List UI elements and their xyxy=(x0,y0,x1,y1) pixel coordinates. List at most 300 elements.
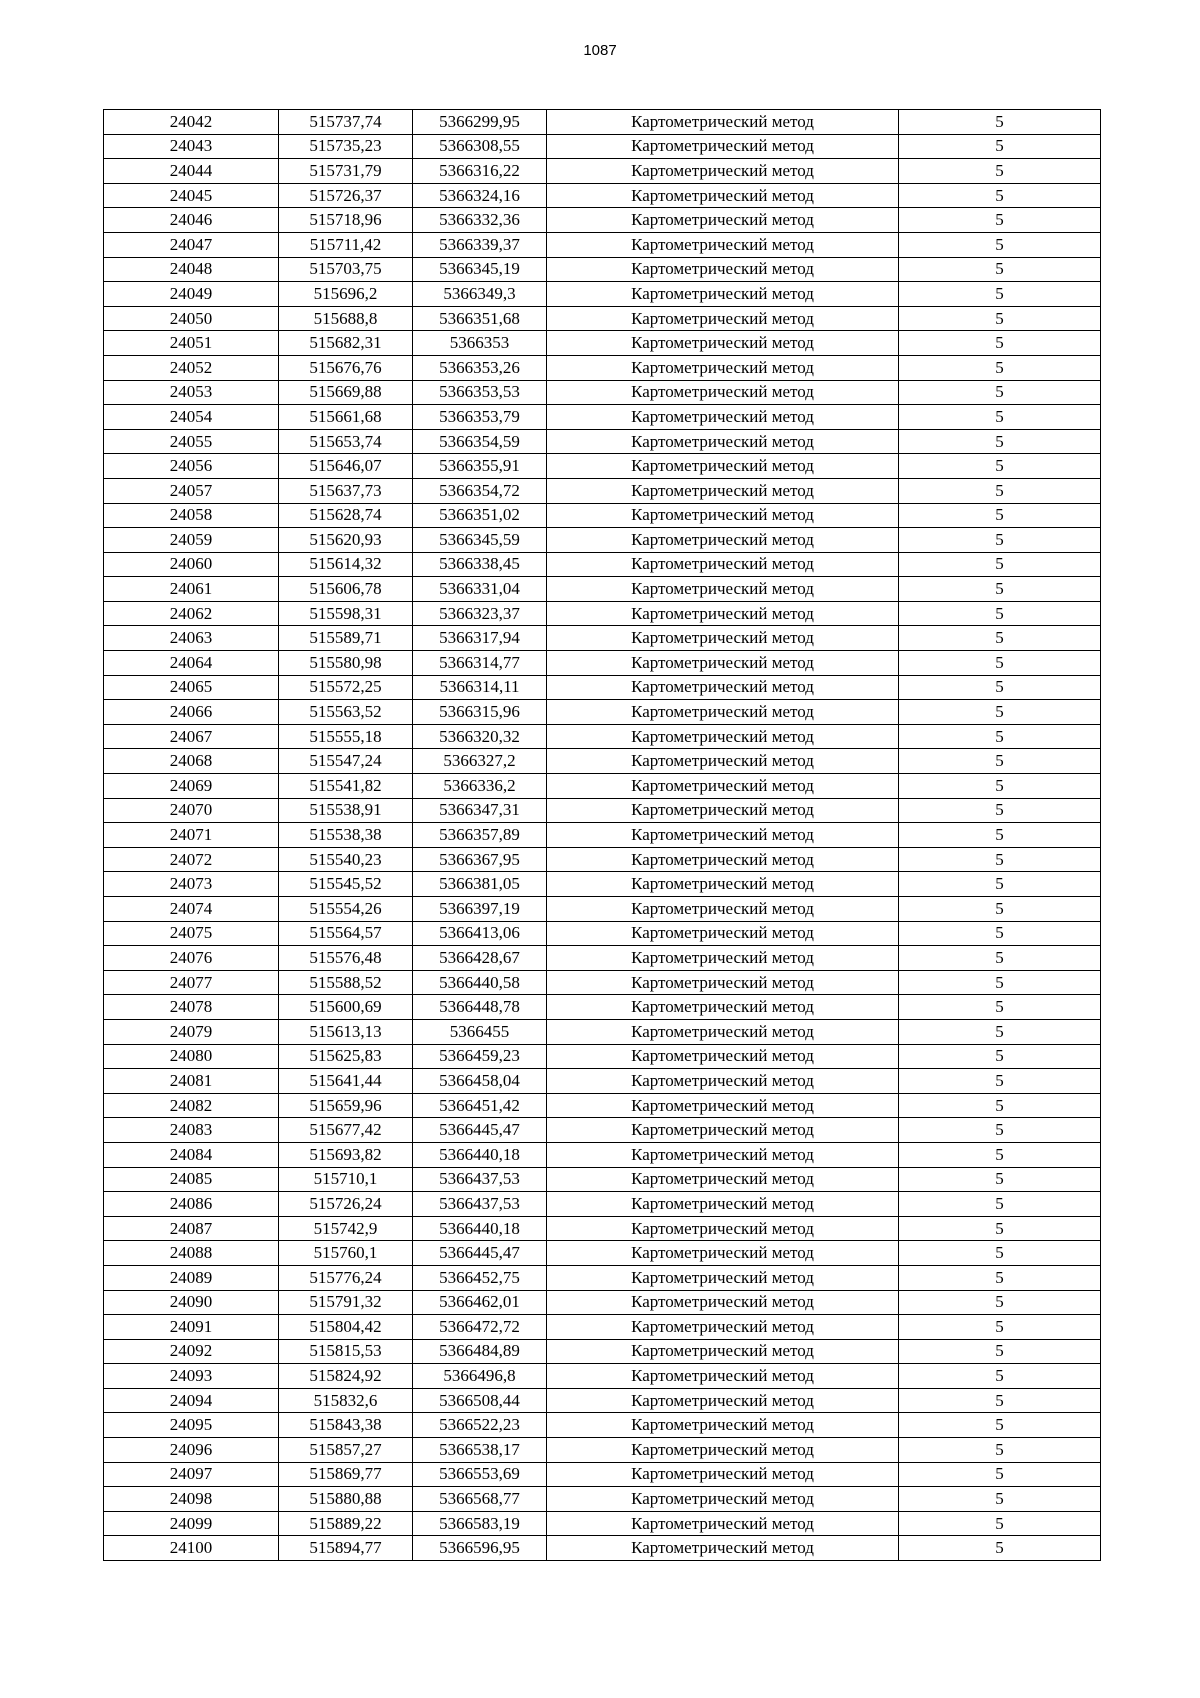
y-coordinate-cell: 5366314,77 xyxy=(413,651,547,676)
accuracy-cell: 5 xyxy=(899,1142,1101,1167)
method-cell: Картометрический метод xyxy=(547,921,899,946)
table-row xyxy=(104,1167,1101,1192)
x-coordinate-cell: 515641,44 xyxy=(279,1069,413,1094)
table-row xyxy=(104,454,1101,479)
point-number-cell: 24099 xyxy=(104,1511,279,1536)
y-coordinate-cell: 5366351,02 xyxy=(413,503,547,528)
point-number-cell: 24060 xyxy=(104,552,279,577)
x-coordinate-cell: 515676,76 xyxy=(279,355,413,380)
x-coordinate-cell: 515791,32 xyxy=(279,1290,413,1315)
method-cell: Картометрический метод xyxy=(547,331,899,356)
accuracy-cell: 5 xyxy=(899,405,1101,430)
point-number-cell: 24063 xyxy=(104,626,279,651)
table-row xyxy=(104,626,1101,651)
y-coordinate-cell: 5366338,45 xyxy=(413,552,547,577)
point-number-cell: 24071 xyxy=(104,823,279,848)
point-number-cell: 24073 xyxy=(104,872,279,897)
point-number-cell: 24079 xyxy=(104,1019,279,1044)
accuracy-cell: 5 xyxy=(899,798,1101,823)
accuracy-cell: 5 xyxy=(899,1118,1101,1143)
table-row xyxy=(104,1192,1101,1217)
point-number-cell: 24081 xyxy=(104,1069,279,1094)
table-row xyxy=(104,1413,1101,1438)
method-cell: Картометрический метод xyxy=(547,429,899,454)
x-coordinate-cell: 515718,96 xyxy=(279,208,413,233)
x-coordinate-cell: 515589,71 xyxy=(279,626,413,651)
page-number: 1087 xyxy=(583,42,617,59)
y-coordinate-cell: 5366451,42 xyxy=(413,1093,547,1118)
x-coordinate-cell: 515682,31 xyxy=(279,331,413,356)
accuracy-cell: 5 xyxy=(899,454,1101,479)
accuracy-cell: 5 xyxy=(899,1192,1101,1217)
y-coordinate-cell: 5366568,77 xyxy=(413,1487,547,1512)
point-number-cell: 24053 xyxy=(104,380,279,405)
table-row xyxy=(104,380,1101,405)
accuracy-cell: 5 xyxy=(899,921,1101,946)
y-coordinate-cell: 5366353,26 xyxy=(413,355,547,380)
method-cell: Картометрический метод xyxy=(547,282,899,307)
x-coordinate-cell: 515880,88 xyxy=(279,1487,413,1512)
y-coordinate-cell: 5366381,05 xyxy=(413,872,547,897)
y-coordinate-cell: 5366299,95 xyxy=(413,110,547,135)
point-number-cell: 24064 xyxy=(104,651,279,676)
method-cell: Картометрический метод xyxy=(547,503,899,528)
table-row xyxy=(104,1118,1101,1143)
accuracy-cell: 5 xyxy=(899,159,1101,184)
method-cell: Картометрический метод xyxy=(547,355,899,380)
accuracy-cell: 5 xyxy=(899,306,1101,331)
y-coordinate-cell: 5366347,31 xyxy=(413,798,547,823)
x-coordinate-cell: 515832,6 xyxy=(279,1388,413,1413)
y-coordinate-cell: 5366349,3 xyxy=(413,282,547,307)
method-cell: Картометрический метод xyxy=(547,1315,899,1340)
method-cell: Картометрический метод xyxy=(547,946,899,971)
table-row xyxy=(104,1265,1101,1290)
point-number-cell: 24092 xyxy=(104,1339,279,1364)
method-cell: Картометрический метод xyxy=(547,897,899,922)
point-number-cell: 24072 xyxy=(104,847,279,872)
table-row xyxy=(104,577,1101,602)
x-coordinate-cell: 515677,42 xyxy=(279,1118,413,1143)
accuracy-cell: 5 xyxy=(899,577,1101,602)
method-cell: Картометрический метод xyxy=(547,1364,899,1389)
accuracy-cell: 5 xyxy=(899,774,1101,799)
y-coordinate-cell: 5366354,59 xyxy=(413,429,547,454)
point-number-cell: 24082 xyxy=(104,1093,279,1118)
method-cell: Картометрический метод xyxy=(547,970,899,995)
table-row xyxy=(104,159,1101,184)
point-number-cell: 24088 xyxy=(104,1241,279,1266)
accuracy-cell: 5 xyxy=(899,232,1101,257)
method-cell: Картометрический метод xyxy=(547,995,899,1020)
point-number-cell: 24057 xyxy=(104,478,279,503)
y-coordinate-cell: 5366397,19 xyxy=(413,897,547,922)
method-cell: Картометрический метод xyxy=(547,724,899,749)
y-coordinate-cell: 5366357,89 xyxy=(413,823,547,848)
method-cell: Картометрический метод xyxy=(547,1511,899,1536)
table-row xyxy=(104,1315,1101,1340)
point-number-cell: 24075 xyxy=(104,921,279,946)
x-coordinate-cell: 515614,32 xyxy=(279,552,413,577)
method-cell: Картометрический метод xyxy=(547,257,899,282)
y-coordinate-cell: 5366459,23 xyxy=(413,1044,547,1069)
table-row xyxy=(104,503,1101,528)
table-row xyxy=(104,208,1101,233)
point-number-cell: 24074 xyxy=(104,897,279,922)
y-coordinate-cell: 5366596,95 xyxy=(413,1536,547,1561)
method-cell: Картометрический метод xyxy=(547,1487,899,1512)
accuracy-cell: 5 xyxy=(899,724,1101,749)
method-cell: Картометрический метод xyxy=(547,700,899,725)
point-number-cell: 24089 xyxy=(104,1265,279,1290)
x-coordinate-cell: 515824,92 xyxy=(279,1364,413,1389)
table-row xyxy=(104,651,1101,676)
accuracy-cell: 5 xyxy=(899,995,1101,1020)
point-number-cell: 24078 xyxy=(104,995,279,1020)
method-cell: Картометрический метод xyxy=(547,626,899,651)
y-coordinate-cell: 5366437,53 xyxy=(413,1192,547,1217)
accuracy-cell: 5 xyxy=(899,1536,1101,1561)
x-coordinate-cell: 515869,77 xyxy=(279,1462,413,1487)
x-coordinate-cell: 515710,1 xyxy=(279,1167,413,1192)
x-coordinate-cell: 515659,96 xyxy=(279,1093,413,1118)
y-coordinate-cell: 5366508,44 xyxy=(413,1388,547,1413)
x-coordinate-cell: 515555,18 xyxy=(279,724,413,749)
table-row xyxy=(104,970,1101,995)
x-coordinate-cell: 515669,88 xyxy=(279,380,413,405)
x-coordinate-cell: 515613,13 xyxy=(279,1019,413,1044)
table-row xyxy=(104,1216,1101,1241)
y-coordinate-cell: 5366339,37 xyxy=(413,232,547,257)
accuracy-cell: 5 xyxy=(899,1339,1101,1364)
x-coordinate-cell: 515693,82 xyxy=(279,1142,413,1167)
x-coordinate-cell: 515564,57 xyxy=(279,921,413,946)
table-row xyxy=(104,724,1101,749)
point-number-cell: 24042 xyxy=(104,110,279,135)
y-coordinate-cell: 5366345,19 xyxy=(413,257,547,282)
x-coordinate-cell: 515572,25 xyxy=(279,675,413,700)
point-number-cell: 24069 xyxy=(104,774,279,799)
table-row xyxy=(104,601,1101,626)
point-number-cell: 24086 xyxy=(104,1192,279,1217)
method-cell: Картометрический метод xyxy=(547,110,899,135)
accuracy-cell: 5 xyxy=(899,897,1101,922)
x-coordinate-cell: 515538,91 xyxy=(279,798,413,823)
point-number-cell: 24096 xyxy=(104,1438,279,1463)
point-number-cell: 24059 xyxy=(104,528,279,553)
accuracy-cell: 5 xyxy=(899,257,1101,282)
table-row xyxy=(104,1388,1101,1413)
accuracy-cell: 5 xyxy=(899,1388,1101,1413)
accuracy-cell: 5 xyxy=(899,970,1101,995)
x-coordinate-cell: 515628,74 xyxy=(279,503,413,528)
x-coordinate-cell: 515554,26 xyxy=(279,897,413,922)
y-coordinate-cell: 5366583,19 xyxy=(413,1511,547,1536)
method-cell: Картометрический метод xyxy=(547,478,899,503)
y-coordinate-cell: 5366452,75 xyxy=(413,1265,547,1290)
table-row xyxy=(104,1093,1101,1118)
method-cell: Картометрический метод xyxy=(547,847,899,872)
y-coordinate-cell: 5366332,36 xyxy=(413,208,547,233)
table-row xyxy=(104,921,1101,946)
table-row xyxy=(104,1142,1101,1167)
table-row xyxy=(104,872,1101,897)
x-coordinate-cell: 515889,22 xyxy=(279,1511,413,1536)
point-number-cell: 24083 xyxy=(104,1118,279,1143)
table-row xyxy=(104,257,1101,282)
x-coordinate-cell: 515742,9 xyxy=(279,1216,413,1241)
method-cell: Картометрический метод xyxy=(547,1167,899,1192)
y-coordinate-cell: 5366445,47 xyxy=(413,1118,547,1143)
point-number-cell: 24070 xyxy=(104,798,279,823)
x-coordinate-cell: 515646,07 xyxy=(279,454,413,479)
y-coordinate-cell: 5366315,96 xyxy=(413,700,547,725)
y-coordinate-cell: 5366355,91 xyxy=(413,454,547,479)
y-coordinate-cell: 5366345,59 xyxy=(413,528,547,553)
method-cell: Картометрический метод xyxy=(547,1290,899,1315)
method-cell: Картометрический метод xyxy=(547,749,899,774)
x-coordinate-cell: 515726,24 xyxy=(279,1192,413,1217)
method-cell: Картометрический метод xyxy=(547,1019,899,1044)
y-coordinate-cell: 5366448,78 xyxy=(413,995,547,1020)
table-row xyxy=(104,749,1101,774)
point-number-cell: 24094 xyxy=(104,1388,279,1413)
accuracy-cell: 5 xyxy=(899,1315,1101,1340)
point-number-cell: 24051 xyxy=(104,331,279,356)
x-coordinate-cell: 515598,31 xyxy=(279,601,413,626)
method-cell: Картометрический метод xyxy=(547,1462,899,1487)
accuracy-cell: 5 xyxy=(899,1290,1101,1315)
accuracy-cell: 5 xyxy=(899,1487,1101,1512)
point-number-cell: 24080 xyxy=(104,1044,279,1069)
accuracy-cell: 5 xyxy=(899,847,1101,872)
point-number-cell: 24048 xyxy=(104,257,279,282)
coordinates-table-body xyxy=(104,110,1101,1561)
accuracy-cell: 5 xyxy=(899,1167,1101,1192)
accuracy-cell: 5 xyxy=(899,946,1101,971)
accuracy-cell: 5 xyxy=(899,1216,1101,1241)
accuracy-cell: 5 xyxy=(899,823,1101,848)
x-coordinate-cell: 515688,8 xyxy=(279,306,413,331)
x-coordinate-cell: 515620,93 xyxy=(279,528,413,553)
method-cell: Картометрический метод xyxy=(547,823,899,848)
y-coordinate-cell: 5366440,58 xyxy=(413,970,547,995)
y-coordinate-cell: 5366351,68 xyxy=(413,306,547,331)
y-coordinate-cell: 5366323,37 xyxy=(413,601,547,626)
accuracy-cell: 5 xyxy=(899,700,1101,725)
method-cell: Картометрический метод xyxy=(547,651,899,676)
x-coordinate-cell: 515545,52 xyxy=(279,872,413,897)
method-cell: Картометрический метод xyxy=(547,1142,899,1167)
x-coordinate-cell: 515711,42 xyxy=(279,232,413,257)
x-coordinate-cell: 515540,23 xyxy=(279,847,413,872)
accuracy-cell: 5 xyxy=(899,1069,1101,1094)
method-cell: Картометрический метод xyxy=(547,380,899,405)
table-row xyxy=(104,306,1101,331)
accuracy-cell: 5 xyxy=(899,1241,1101,1266)
table-row xyxy=(104,897,1101,922)
method-cell: Картометрический метод xyxy=(547,552,899,577)
x-coordinate-cell: 515696,2 xyxy=(279,282,413,307)
method-cell: Картометрический метод xyxy=(547,798,899,823)
point-number-cell: 24043 xyxy=(104,134,279,159)
accuracy-cell: 5 xyxy=(899,1413,1101,1438)
x-coordinate-cell: 515625,83 xyxy=(279,1044,413,1069)
table-row xyxy=(104,134,1101,159)
method-cell: Картометрический метод xyxy=(547,306,899,331)
accuracy-cell: 5 xyxy=(899,478,1101,503)
method-cell: Картометрический метод xyxy=(547,232,899,257)
method-cell: Картометрический метод xyxy=(547,454,899,479)
method-cell: Картометрический метод xyxy=(547,183,899,208)
point-number-cell: 24044 xyxy=(104,159,279,184)
y-coordinate-cell: 5366428,67 xyxy=(413,946,547,971)
x-coordinate-cell: 515804,42 xyxy=(279,1315,413,1340)
accuracy-cell: 5 xyxy=(899,380,1101,405)
x-coordinate-cell: 515600,69 xyxy=(279,995,413,1020)
accuracy-cell: 5 xyxy=(899,1462,1101,1487)
x-coordinate-cell: 515815,53 xyxy=(279,1339,413,1364)
y-coordinate-cell: 5366437,53 xyxy=(413,1167,547,1192)
method-cell: Картометрический метод xyxy=(547,1265,899,1290)
table-row xyxy=(104,774,1101,799)
table-row xyxy=(104,552,1101,577)
method-cell: Картометрический метод xyxy=(547,528,899,553)
table-row xyxy=(104,1339,1101,1364)
point-number-cell: 24061 xyxy=(104,577,279,602)
point-number-cell: 24085 xyxy=(104,1167,279,1192)
point-number-cell: 24093 xyxy=(104,1364,279,1389)
x-coordinate-cell: 515894,77 xyxy=(279,1536,413,1561)
y-coordinate-cell: 5366314,11 xyxy=(413,675,547,700)
point-number-cell: 24098 xyxy=(104,1487,279,1512)
x-coordinate-cell: 515541,82 xyxy=(279,774,413,799)
table-row xyxy=(104,847,1101,872)
method-cell: Картометрический метод xyxy=(547,675,899,700)
y-coordinate-cell: 5366327,2 xyxy=(413,749,547,774)
accuracy-cell: 5 xyxy=(899,208,1101,233)
y-coordinate-cell: 5366553,69 xyxy=(413,1462,547,1487)
table-row xyxy=(104,1290,1101,1315)
table-row xyxy=(104,429,1101,454)
table-row xyxy=(104,1438,1101,1463)
point-number-cell: 24068 xyxy=(104,749,279,774)
table-row xyxy=(104,798,1101,823)
table-row xyxy=(104,1019,1101,1044)
table-row xyxy=(104,528,1101,553)
point-number-cell: 24049 xyxy=(104,282,279,307)
y-coordinate-cell: 5366445,47 xyxy=(413,1241,547,1266)
y-coordinate-cell: 5366413,06 xyxy=(413,921,547,946)
point-number-cell: 24084 xyxy=(104,1142,279,1167)
point-number-cell: 24097 xyxy=(104,1462,279,1487)
table-row xyxy=(104,995,1101,1020)
method-cell: Картометрический метод xyxy=(547,1438,899,1463)
table-row xyxy=(104,183,1101,208)
y-coordinate-cell: 5366317,94 xyxy=(413,626,547,651)
table-row xyxy=(104,1364,1101,1389)
method-cell: Картометрический метод xyxy=(547,577,899,602)
accuracy-cell: 5 xyxy=(899,749,1101,774)
accuracy-cell: 5 xyxy=(899,872,1101,897)
table-row xyxy=(104,110,1101,135)
method-cell: Картометрический метод xyxy=(547,1339,899,1364)
accuracy-cell: 5 xyxy=(899,110,1101,135)
method-cell: Картометрический метод xyxy=(547,208,899,233)
method-cell: Картометрический метод xyxy=(547,1413,899,1438)
point-number-cell: 24066 xyxy=(104,700,279,725)
point-number-cell: 24062 xyxy=(104,601,279,626)
point-number-cell: 24065 xyxy=(104,675,279,700)
accuracy-cell: 5 xyxy=(899,503,1101,528)
method-cell: Картометрический метод xyxy=(547,1192,899,1217)
accuracy-cell: 5 xyxy=(899,675,1101,700)
accuracy-cell: 5 xyxy=(899,651,1101,676)
y-coordinate-cell: 5366320,32 xyxy=(413,724,547,749)
accuracy-cell: 5 xyxy=(899,1093,1101,1118)
method-cell: Картометрический метод xyxy=(547,1069,899,1094)
table-row xyxy=(104,1069,1101,1094)
y-coordinate-cell: 5366458,04 xyxy=(413,1069,547,1094)
y-coordinate-cell: 5366367,95 xyxy=(413,847,547,872)
y-coordinate-cell: 5366316,22 xyxy=(413,159,547,184)
y-coordinate-cell: 5366440,18 xyxy=(413,1142,547,1167)
method-cell: Картометрический метод xyxy=(547,1216,899,1241)
x-coordinate-cell: 515576,48 xyxy=(279,946,413,971)
y-coordinate-cell: 5366354,72 xyxy=(413,478,547,503)
table-row xyxy=(104,405,1101,430)
table-row xyxy=(104,700,1101,725)
table-row xyxy=(104,946,1101,971)
accuracy-cell: 5 xyxy=(899,1265,1101,1290)
accuracy-cell: 5 xyxy=(899,183,1101,208)
table-row xyxy=(104,1536,1101,1561)
point-number-cell: 24055 xyxy=(104,429,279,454)
method-cell: Картометрический метод xyxy=(547,1118,899,1143)
table-row xyxy=(104,478,1101,503)
x-coordinate-cell: 515563,52 xyxy=(279,700,413,725)
table-row xyxy=(104,355,1101,380)
method-cell: Картометрический метод xyxy=(547,134,899,159)
x-coordinate-cell: 515547,24 xyxy=(279,749,413,774)
method-cell: Картометрический метод xyxy=(547,872,899,897)
method-cell: Картометрический метод xyxy=(547,405,899,430)
y-coordinate-cell: 5366331,04 xyxy=(413,577,547,602)
point-number-cell: 24052 xyxy=(104,355,279,380)
y-coordinate-cell: 5366353,53 xyxy=(413,380,547,405)
table-row xyxy=(104,1487,1101,1512)
accuracy-cell: 5 xyxy=(899,282,1101,307)
y-coordinate-cell: 5366522,23 xyxy=(413,1413,547,1438)
table-row xyxy=(104,1241,1101,1266)
x-coordinate-cell: 515776,24 xyxy=(279,1265,413,1290)
table-row xyxy=(104,823,1101,848)
x-coordinate-cell: 515637,73 xyxy=(279,478,413,503)
accuracy-cell: 5 xyxy=(899,429,1101,454)
y-coordinate-cell: 5366324,16 xyxy=(413,183,547,208)
accuracy-cell: 5 xyxy=(899,1019,1101,1044)
y-coordinate-cell: 5366538,17 xyxy=(413,1438,547,1463)
accuracy-cell: 5 xyxy=(899,552,1101,577)
method-cell: Картометрический метод xyxy=(547,1093,899,1118)
point-number-cell: 24046 xyxy=(104,208,279,233)
y-coordinate-cell: 5366455 xyxy=(413,1019,547,1044)
y-coordinate-cell: 5366308,55 xyxy=(413,134,547,159)
x-coordinate-cell: 515538,38 xyxy=(279,823,413,848)
x-coordinate-cell: 515843,38 xyxy=(279,1413,413,1438)
method-cell: Картометрический метод xyxy=(547,601,899,626)
x-coordinate-cell: 515606,78 xyxy=(279,577,413,602)
